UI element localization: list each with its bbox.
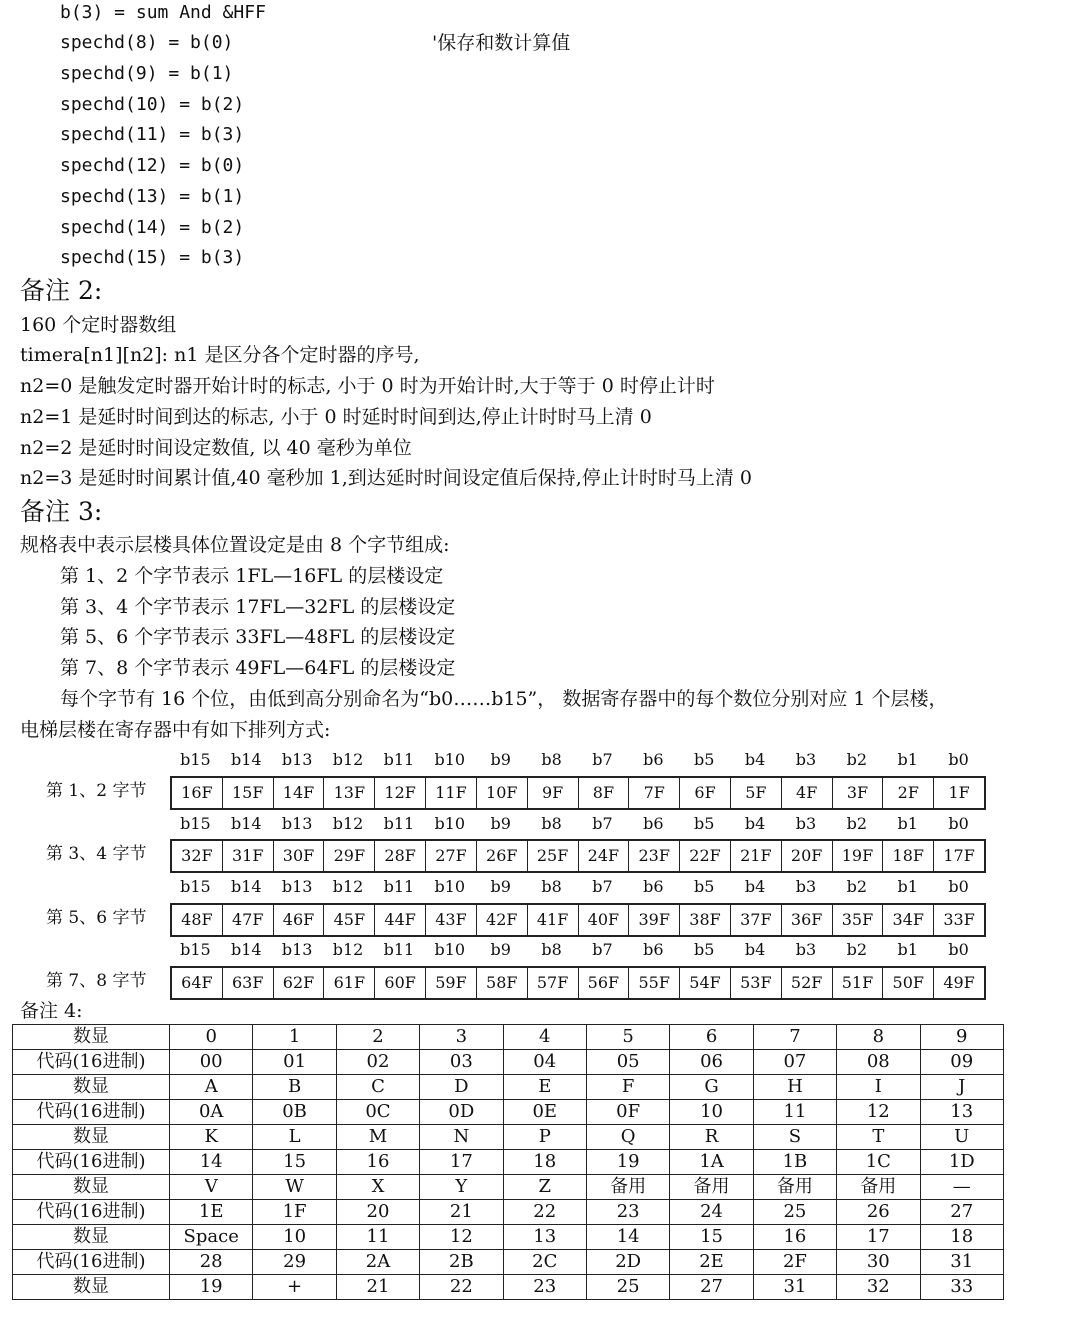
code-line: spechd(10) = b(2)	[60, 94, 245, 115]
table-cell: J	[920, 1075, 1003, 1100]
table-cell: 4	[503, 1025, 586, 1050]
floor-cell: 60F	[375, 968, 426, 998]
table-cell: 14	[170, 1150, 253, 1175]
table-cell: 05	[586, 1050, 669, 1075]
table-cell: 15	[253, 1150, 336, 1175]
table-row	[13, 1075, 1004, 1100]
table-cell: W	[253, 1175, 336, 1200]
bit-label: b13	[281, 877, 313, 896]
table-cell: M	[336, 1125, 419, 1150]
bit-label: b4	[744, 940, 766, 959]
floor-cell: 24F	[579, 841, 630, 871]
floor-cell: 39F	[629, 905, 680, 935]
table-cell: 0E	[503, 1100, 586, 1125]
note3-intro: 规格表中表示层楼具体位置设定是由 8 个字节组成:	[20, 534, 450, 556]
row-header: 数显	[13, 1075, 170, 1100]
row-header: 数显	[13, 1225, 170, 1250]
floor-cell: 9F	[528, 778, 579, 808]
floor-cell: 15F	[223, 778, 274, 808]
floor-cell: 54F	[680, 968, 731, 998]
floor-cell: 27F	[426, 841, 477, 871]
bit-label: b11	[383, 877, 415, 896]
bit-label: b12	[332, 750, 364, 769]
bit-label: b15	[180, 750, 211, 769]
display-code-table	[12, 1024, 1004, 1300]
table-cell: 17	[837, 1225, 920, 1250]
floor-cell: 42F	[477, 905, 528, 935]
row-header: 代码(16进制)	[13, 1150, 170, 1175]
floor-cell: 44F	[375, 905, 426, 935]
bit-label: b3	[795, 877, 817, 896]
note2-line: n2=0 是触发定时器开始计时的标志, 小于 0 时为开始计时,大于等于 0 时停止计时	[20, 375, 715, 397]
note3-item: 第 3、4 个字节表示 17FL—32FL 的层楼设定	[60, 596, 456, 618]
table-cell: 11	[753, 1100, 836, 1125]
table-cell: H	[753, 1075, 836, 1100]
table-cell: U	[920, 1125, 1003, 1150]
table-cell: 0D	[420, 1100, 503, 1125]
bit-label: b2	[846, 877, 868, 896]
row-header: 代码(16进制)	[13, 1200, 170, 1225]
table-cell: 1F	[253, 1200, 336, 1225]
table-cell: 15	[670, 1225, 753, 1250]
table-cell: 08	[837, 1050, 920, 1075]
table-cell: 2C	[503, 1250, 586, 1275]
table-cell: 07	[753, 1050, 836, 1075]
note3-heading: 备注 3:	[20, 497, 103, 526]
note2-heading: 备注 2:	[20, 276, 103, 305]
table-cell: 21	[336, 1275, 419, 1300]
table-cell: 22	[503, 1200, 586, 1225]
table-cell: P	[503, 1125, 586, 1150]
bit-label: b8	[541, 877, 562, 896]
code-line: spechd(14) = b(2)	[60, 217, 245, 238]
table-cell: 23	[586, 1200, 669, 1225]
table-cell: 0A	[170, 1100, 253, 1125]
table-row	[13, 1175, 1004, 1200]
table-cell: 6	[670, 1025, 753, 1050]
table-cell: I	[837, 1075, 920, 1100]
floor-cell: 21F	[731, 841, 782, 871]
table-cell: L	[253, 1125, 336, 1150]
floor-cell: 32F	[172, 841, 223, 871]
floor-cell: 40F	[579, 905, 630, 935]
bit-label: b9	[490, 940, 511, 959]
floor-cell: 16F	[172, 778, 223, 808]
code-line: spechd(11) = b(3)	[60, 124, 245, 145]
bit-label: b9	[490, 814, 511, 833]
floor-cell: 29F	[324, 841, 375, 871]
table-cell: 3	[420, 1025, 503, 1050]
bit-label: b7	[592, 750, 613, 769]
row-header: 数显	[13, 1175, 170, 1200]
bit-label: b9	[490, 877, 511, 896]
floor-cell: 43F	[426, 905, 477, 935]
table-cell: 备用	[670, 1175, 753, 1200]
note2-line: timera[n1][n2]: n1 是区分各个定时器的序号,	[20, 344, 420, 366]
bit-label: b0	[948, 940, 969, 959]
bit-label: b3	[795, 814, 817, 833]
table-cell: 14	[586, 1225, 669, 1250]
table-cell: 2	[336, 1025, 419, 1050]
table-cell: V	[170, 1175, 253, 1200]
table-cell: 0B	[253, 1100, 336, 1125]
bit-label: b1	[897, 750, 918, 769]
table-cell: 18	[920, 1225, 1003, 1250]
floor-cell: 50F	[883, 968, 934, 998]
floor-cell: 6F	[680, 778, 731, 808]
table-cell: 04	[503, 1050, 586, 1075]
floor-cell: 52F	[782, 968, 833, 998]
floor-cell: 47F	[223, 905, 274, 935]
note4-heading: 备注 4:	[20, 1000, 83, 1022]
table-cell: 1B	[753, 1150, 836, 1175]
floor-cell: 48F	[172, 905, 223, 935]
bit-label: b3	[795, 750, 817, 769]
table-cell: 11	[336, 1225, 419, 1250]
floor-cell: 1F	[948, 783, 970, 802]
byte-group-label: 第 5、6 字节	[46, 908, 147, 928]
table-cell: 13	[503, 1225, 586, 1250]
row-header: 代码(16进制)	[13, 1050, 170, 1075]
table-row	[13, 1100, 1004, 1125]
floor-cell: 2F	[883, 778, 934, 808]
note3-paragraph: 每个字节有 16 个位，由低到高分别命名为“b0……b15”， 数据寄存器中的每个数位分别对应 1 个层楼，	[60, 688, 948, 710]
table-cell: 31	[920, 1250, 1003, 1275]
table-cell: 12	[420, 1225, 503, 1250]
floor-cell: 56F	[579, 968, 630, 998]
table-cell: 06	[670, 1050, 753, 1075]
floor-cell: 20F	[782, 841, 833, 871]
bit-label: b0	[948, 877, 969, 896]
bit-label: b1	[897, 814, 918, 833]
floor-cell: 46F	[274, 905, 325, 935]
table-cell: N	[420, 1125, 503, 1150]
table-row	[13, 1025, 1004, 1050]
bit-label: b2	[846, 940, 868, 959]
code-line: spechd(15) = b(3)	[60, 247, 245, 268]
table-cell: 1C	[837, 1150, 920, 1175]
floor-cell: 18F	[883, 841, 934, 871]
bit-label: b6	[643, 940, 664, 959]
byte-group-label: 第 7、8 字节	[46, 971, 147, 991]
row-header: 代码(16进制)	[13, 1250, 170, 1275]
bit-label: b5	[693, 877, 715, 896]
table-cell: 31	[753, 1275, 836, 1300]
table-cell: 03	[420, 1050, 503, 1075]
bit-label: b15	[180, 877, 211, 896]
table-cell: Q	[586, 1125, 669, 1150]
byte-group-label: 第 3、4 字节	[46, 844, 147, 864]
bit-label: b4	[744, 750, 766, 769]
table-cell: 1A	[670, 1150, 753, 1175]
bit-label: b11	[383, 750, 415, 769]
table-cell: 25	[586, 1275, 669, 1300]
table-cell: E	[503, 1075, 586, 1100]
table-cell: 33	[920, 1275, 1003, 1300]
bit-label: b10	[434, 877, 466, 896]
table-cell: 13	[920, 1100, 1003, 1125]
table-cell: 0C	[336, 1100, 419, 1125]
floor-cell: 33F	[943, 910, 975, 929]
bit-label: b14	[231, 750, 262, 769]
table-cell: 2A	[336, 1250, 419, 1275]
bit-label: b13	[281, 940, 313, 959]
table-cell: 1D	[920, 1150, 1003, 1175]
bit-label: b12	[332, 940, 364, 959]
table-cell: 32	[837, 1275, 920, 1300]
table-cell: 25	[753, 1200, 836, 1225]
bit-label: b14	[231, 940, 262, 959]
floor-cell: 11F	[426, 778, 477, 808]
floor-cell: 30F	[274, 841, 325, 871]
floor-cell: 55F	[629, 968, 680, 998]
table-cell: 01	[253, 1050, 336, 1075]
floor-cell: 7F	[629, 778, 680, 808]
floor-cell: 45F	[324, 905, 375, 935]
bit-label: b6	[643, 750, 664, 769]
bit-label: b8	[541, 750, 562, 769]
table-cell: 27	[670, 1275, 753, 1300]
bit-label: b6	[643, 814, 664, 833]
code-line: spechd(13) = b(1)	[60, 186, 245, 207]
table-cell: 27	[920, 1200, 1003, 1225]
bit-label: b7	[592, 877, 613, 896]
table-cell: 10	[253, 1225, 336, 1250]
table-cell: 1	[253, 1025, 336, 1050]
table-cell: T	[837, 1125, 920, 1150]
bit-label: b2	[846, 814, 868, 833]
table-cell: 16	[753, 1225, 836, 1250]
floor-cell: 61F	[324, 968, 375, 998]
row-header: 数显	[13, 1275, 170, 1300]
floor-cell: 8F	[579, 778, 630, 808]
floor-cell: 17F	[943, 846, 975, 865]
table-cell: 19	[170, 1275, 253, 1300]
floor-cell: 14F	[274, 778, 325, 808]
table-cell: D	[420, 1075, 503, 1100]
bit-label: b10	[434, 750, 466, 769]
table-row	[13, 1250, 1004, 1275]
floor-cell: 57F	[528, 968, 579, 998]
table-cell: 22	[420, 1275, 503, 1300]
table-cell: 9	[920, 1025, 1003, 1050]
table-cell: 1E	[170, 1200, 253, 1225]
floor-cell: 41F	[528, 905, 579, 935]
floor-cell: 28F	[375, 841, 426, 871]
table-cell: 0	[170, 1025, 253, 1050]
table-cell: +	[253, 1275, 336, 1300]
note3-item: 第 7、8 个字节表示 49FL—64FL 的层楼设定	[60, 657, 456, 679]
bit-label: b7	[592, 814, 613, 833]
floor-cell: 36F	[782, 905, 833, 935]
note3-item: 第 1、2 个字节表示 1FL—16FL 的层楼设定	[60, 565, 444, 587]
bit-label: b12	[332, 814, 364, 833]
table-cell: 20	[336, 1200, 419, 1225]
bit-label: b2	[846, 750, 868, 769]
table-cell: Z	[503, 1175, 586, 1200]
bit-label: b3	[795, 940, 817, 959]
table-row	[13, 1275, 1004, 1300]
floor-cell: 34F	[883, 905, 934, 935]
bit-label: b0	[948, 814, 969, 833]
bit-label: b12	[332, 877, 364, 896]
bit-label: b13	[281, 750, 313, 769]
table-row	[13, 1150, 1004, 1175]
table-cell: 2F	[753, 1250, 836, 1275]
bit-label: b8	[541, 940, 562, 959]
table-cell: 19	[586, 1150, 669, 1175]
table-cell: G	[670, 1075, 753, 1100]
bit-label: b11	[383, 940, 415, 959]
table-row	[13, 1200, 1004, 1225]
note3-paragraph: 电梯层楼在寄存器中有如下排列方式:	[20, 719, 331, 741]
floor-cell: 25F	[528, 841, 579, 871]
table-cell: B	[253, 1075, 336, 1100]
table-cell: 00	[170, 1050, 253, 1075]
table-cell: 30	[837, 1250, 920, 1275]
table-cell: 26	[837, 1200, 920, 1225]
table-cell: 09	[920, 1050, 1003, 1075]
bit-label: b15	[180, 814, 211, 833]
code-line: b(3) = sum And &HFF	[60, 2, 266, 23]
floor-cell: 63F	[223, 968, 274, 998]
note2-line: n2=1 是延时时间到达的标志, 小于 0 时延时时间到达,停止计时时马上清 0	[20, 406, 652, 428]
floor-cell: 31F	[223, 841, 274, 871]
floor-cell: 35F	[833, 905, 884, 935]
floor-cell: 37F	[731, 905, 782, 935]
table-cell: 2D	[586, 1250, 669, 1275]
bit-label: b4	[744, 814, 766, 833]
bit-label: b14	[231, 814, 262, 833]
table-cell: 23	[503, 1275, 586, 1300]
table-cell: Space	[170, 1225, 253, 1250]
bit-label: b1	[897, 877, 918, 896]
table-cell: F	[586, 1075, 669, 1100]
table-cell: 备用	[837, 1175, 920, 1200]
bit-label: b11	[383, 814, 415, 833]
table-cell: R	[670, 1125, 753, 1150]
table-cell: 5	[586, 1025, 669, 1050]
bit-label: b4	[744, 877, 766, 896]
floor-cell: 12F	[375, 778, 426, 808]
note2-line: 160 个定时器数组	[20, 314, 177, 336]
table-cell: 12	[837, 1100, 920, 1125]
bit-label: b5	[693, 814, 715, 833]
table-cell: 2B	[420, 1250, 503, 1275]
floor-cell: 26F	[477, 841, 528, 871]
table-cell: X	[336, 1175, 419, 1200]
bit-label: b9	[490, 750, 511, 769]
floor-cell: 53F	[731, 968, 782, 998]
code-line: spechd(12) = b(0)	[60, 155, 245, 176]
bit-label: b7	[592, 940, 613, 959]
floor-cell: 58F	[477, 968, 528, 998]
floor-cell: 59F	[426, 968, 477, 998]
table-cell: S	[753, 1125, 836, 1150]
table-cell: 8	[837, 1025, 920, 1050]
floor-cell: 3F	[833, 778, 884, 808]
floor-cell: 13F	[324, 778, 375, 808]
bit-label: b8	[541, 814, 562, 833]
note2-line: n2=2 是延时时间设定数值, 以 40 毫秒为单位	[20, 437, 412, 459]
note2-line: n2=3 是延时时间累计值,40 毫秒加 1,到达延时时间设定值后保持,停止计时时马上清 0	[20, 467, 752, 489]
table-cell: 10	[670, 1100, 753, 1125]
code-line: spechd(9) = b(1)	[60, 63, 234, 84]
bit-label: b10	[434, 814, 466, 833]
table-row	[13, 1225, 1004, 1250]
row-header: 数显	[13, 1025, 170, 1050]
floor-cell: 23F	[629, 841, 680, 871]
floor-cell: 5F	[731, 778, 782, 808]
bit-label: b1	[897, 940, 918, 959]
floor-cell: 4F	[782, 778, 833, 808]
table-row	[13, 1050, 1004, 1075]
table-cell: Y	[420, 1175, 503, 1200]
table-cell: A	[170, 1075, 253, 1100]
floor-cell: 49F	[943, 973, 975, 992]
floor-cell: 19F	[833, 841, 884, 871]
bit-label: b5	[693, 940, 715, 959]
code-line: spechd(8) = b(0)	[60, 32, 234, 53]
table-cell: 18	[503, 1150, 586, 1175]
table-cell: 备用	[753, 1175, 836, 1200]
row-header: 数显	[13, 1125, 170, 1150]
table-cell: 2E	[670, 1250, 753, 1275]
floor-cell: 64F	[172, 968, 223, 998]
note3-item: 第 5、6 个字节表示 33FL—48FL 的层楼设定	[60, 626, 456, 648]
table-cell: 16	[336, 1150, 419, 1175]
table-cell: C	[336, 1075, 419, 1100]
table-cell: 17	[420, 1150, 503, 1175]
bit-label: b5	[693, 750, 715, 769]
row-header: 代码(16进制)	[13, 1100, 170, 1125]
bit-label: b0	[948, 750, 969, 769]
table-cell: —	[920, 1175, 1003, 1200]
table-cell: 21	[420, 1200, 503, 1225]
floor-cell: 38F	[680, 905, 731, 935]
table-cell: 0F	[586, 1100, 669, 1125]
bit-label: b13	[281, 814, 313, 833]
table-cell: K	[170, 1125, 253, 1150]
table-cell: 24	[670, 1200, 753, 1225]
byte-group-label: 第 1、2 字节	[46, 781, 147, 801]
floor-cell: 10F	[477, 778, 528, 808]
table-row	[13, 1125, 1004, 1150]
table-cell: 7	[753, 1025, 836, 1050]
bit-label: b14	[231, 877, 262, 896]
code-comment: '保存和数计算值	[432, 32, 571, 54]
floor-cell: 22F	[680, 841, 731, 871]
table-cell: 02	[336, 1050, 419, 1075]
table-cell: 备用	[586, 1175, 669, 1200]
table-cell: 29	[253, 1250, 336, 1275]
bit-label: b10	[434, 940, 466, 959]
bit-label: b6	[643, 877, 664, 896]
floor-cell: 62F	[274, 968, 325, 998]
floor-cell: 51F	[833, 968, 884, 998]
table-cell: 28	[170, 1250, 253, 1275]
bit-label: b15	[180, 940, 211, 959]
